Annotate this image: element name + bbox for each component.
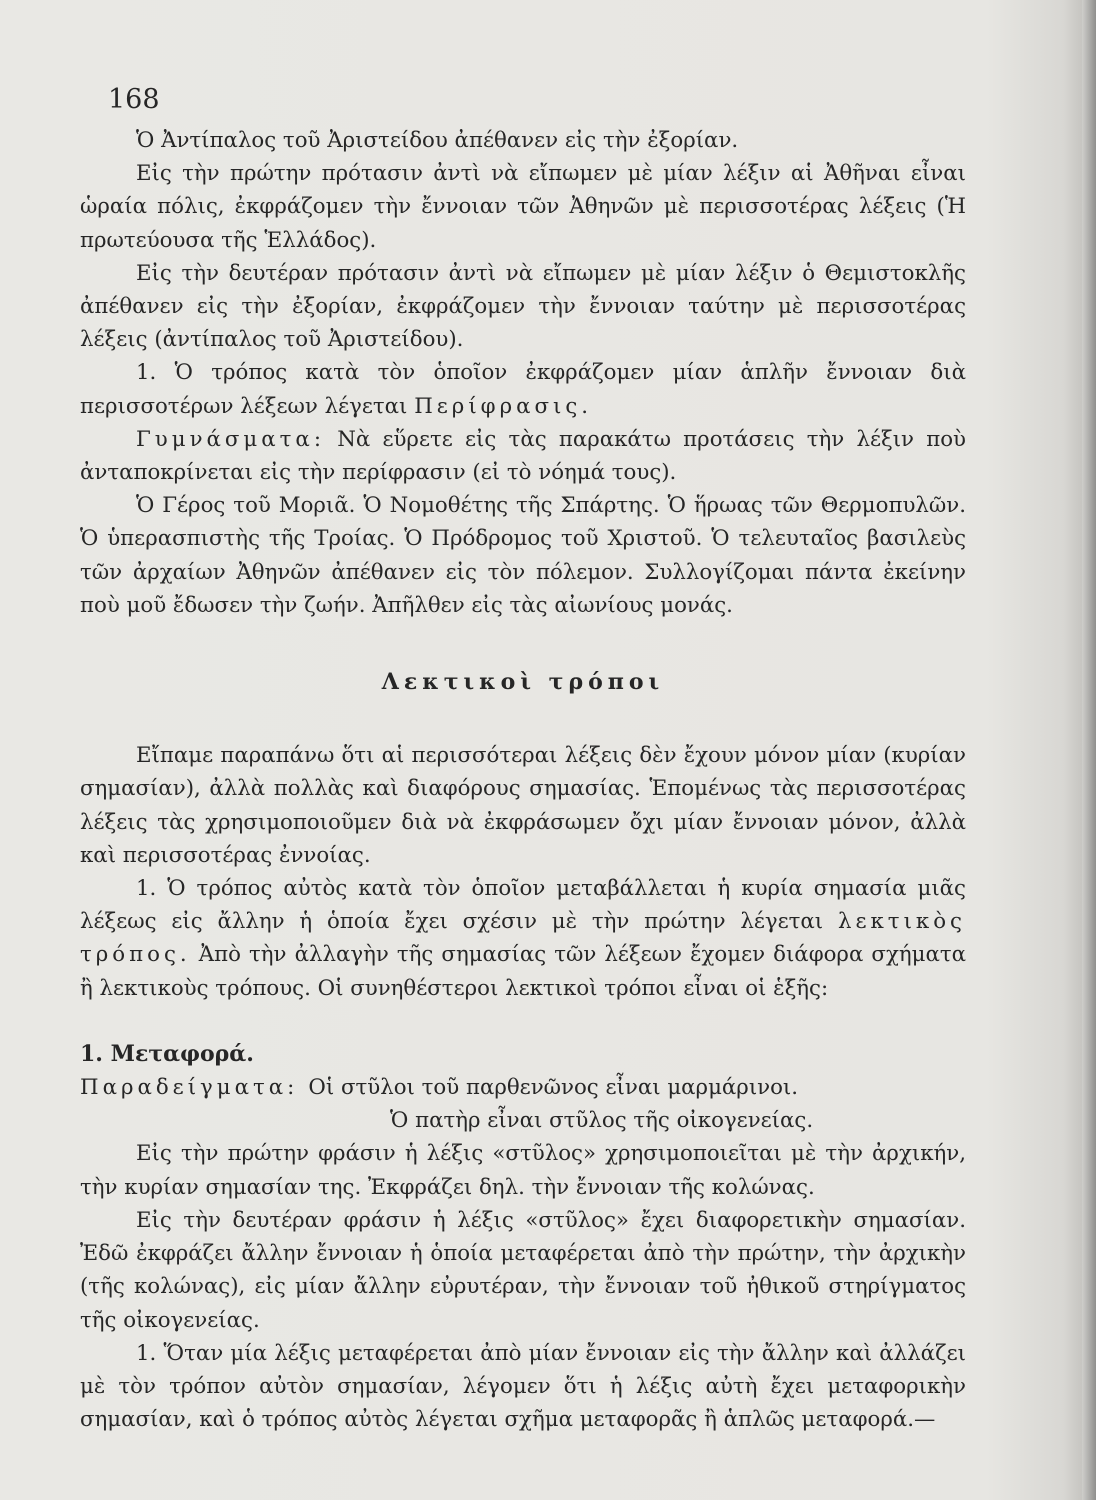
page-content: [80, 124, 966, 1436]
subheading-metaphor: 1. Μεταφορά.: [80, 1040, 254, 1067]
paragraph: Εἴπαμε παραπάνω ὅτι αἱ περισσότεραι λέξεις δὲν ἔχουν μόνον μίαν (κυρίαν σημασίαν), ἀλλὰ πολλὰς καὶ διαφόρους σημασίας. Ἑπομένως τὰς περισσοτέρας λέξεις τὰς χρησιμοποιοῦμεν διὰ νὰ ἐκφράσωμεν ὄχι μίαν ἔννοιαν μόνον, ἀλλὰ καὶ περισσοτέρας ἐννοίας.: [80, 743, 966, 868]
rule-lexical-trope: [80, 872, 966, 1005]
examples: [80, 1071, 966, 1104]
exercise-label: Γυμνάσματα:: [136, 426, 325, 452]
exercise-sentences: Ὁ Γέρος τοῦ Μοριᾶ. Ὁ Νομοθέτης τῆς Σπάρτης. Ὁ ἥρωας τῶν Θερμοπυλῶν. Ὁ ὑπερασπιστὴς τῆς Τροίας. Ὁ Πρόδρομος τοῦ Χριστοῦ. Ὁ τελευταῖος βασιλεὺς τῶν ἀρχαίων Ἀθηνῶν ἀπέθανεν εἰς τὸν πόλεμον. Συλλογίζομαι πάντα ἐκείνην ποὺ μοῦ ἔδωσεν τὴν ζωήν. Ἀπῆλθεν εἰς τὰς αἰωνίους μονάς.: [80, 493, 966, 618]
paragraph: Ὁ Ἀντίπαλος τοῦ Ἀριστείδου ἀπέθανεν εἰς τὴν ἐξορίαν.: [136, 128, 739, 153]
example-1: Οἱ στῦλοι τοῦ παρθενῶνος εἶναι μαρμάρινοι.: [308, 1075, 799, 1101]
rule-lead: 1. Ὁ τρόπος κατὰ τὸν ὁποῖον ἐκφράζομεν μίαν ἁπλῆν ἔννοιαν διὰ περισσοτέρων λέξεων λέγεται: [80, 360, 966, 419]
example-2: Ὁ πατὴρ εἶναι στῦλος τῆς οἰκογενείας.: [390, 1108, 814, 1134]
paragraph: Εἰς τὴν πρώτην φράσιν ἡ λέξις «στῦλος» χρησιμοποιεῖται μὲ τὴν ἀρχικήν, τὴν κυρίαν σημασίαν της. Ἐκφράζει δηλ. τὴν ἔννοιαν τῆς κολώνας.: [80, 1141, 966, 1200]
rule-term: Περίφρασις.: [414, 393, 593, 419]
exercise: [80, 423, 966, 489]
rule-lead: 1. Ὁ τρόπος αὐτὸς κατὰ τὸν ὁποῖον μεταβάλλεται ἡ κυρία σημασία μιᾶς λέξεως εἰς ἄλλην ἡ ὁποία ἔχει σχέσιν μὲ τὴν πρώτην λέγεται: [80, 876, 966, 935]
paragraph: 1. Ὅταν μία λέξις μεταφέρεται ἀπὸ μίαν ἔννοιαν εἰς τὴν ἄλλην καὶ ἀλλάζει μὲ τὸν τρόπον αὐτὸν σημασίαν, λέγομεν ὅτι ἡ λέξις αὐτὴ ἔχει μεταφορικὴν σημασίαν, καὶ ὁ τρόπος αὐτὸς λέγεται σχῆμα μεταφορᾶς ἢ ἁπλῶς μεταφορά.—: [80, 1340, 966, 1433]
page-edge-shadow: [1082, 0, 1096, 1500]
exercise-text: Νὰ εὕρετε εἰς τὰς παρακάτω προτάσεις τὴν λέξιν ποὺ ἀνταποκρίνεται εἰς τὴν περίφρασιν (εἰ τὸ νόημά τους).: [80, 426, 966, 486]
examples-label: Παραδείγματα:: [80, 1075, 299, 1101]
rule-periphrasis: [80, 356, 966, 422]
page-number: 168: [108, 84, 160, 115]
rule-tail: Ἀπὸ τὴν ἀλλαγὴν τῆς σημασίας τῶν λέξεων ἔχομεν διάφορα σχήματα ἢ λεκτικοὺς τρόπους. Οἱ συνηθέστεροι λεκτικοὶ τρόποι εἶναι οἱ ἑξῆς:: [80, 942, 966, 1001]
section-heading: Λεκτικοὶ τρόποι: [381, 669, 665, 696]
paragraph: Εἰς τὴν δευτέραν πρότασιν ἀντὶ νὰ εἴπωμεν μὲ μίαν λέξιν ὁ Θεμιστοκλῆς ἀπέθανεν εἰς τὴν ἐξορίαν, ἐκφράζομεν τὴν ἔννοιαν ταύτην μὲ περισσοτέρας λέξεις (ἀντίπαλος τοῦ Ἀριστείδου).: [80, 260, 966, 353]
paragraph: Εἰς τὴν δευτέραν φράσιν ἡ λέξις «στῦλος» ἔχει διαφορετικὴν σημασίαν. Ἐδῶ ἐκφράζει ἄλλην ἔννοιαν ἡ ὁποία μεταφέρεται ἀπὸ τὴν πρώτην, τὴν ἀρχικὴν (τῆς κολώνας), εἰς μίαν ἄλλην εὐρυτέραν, τὴν ἔννοιαν τοῦ ἠθικοῦ στηρίγματος τῆς οἰκογενείας.: [80, 1207, 966, 1333]
rule-term: λεκτικὸς τρόπος.: [80, 909, 966, 968]
paragraph: Εἰς τὴν πρώτην πρότασιν ἀντὶ νὰ εἴπωμεν μὲ μίαν λέξιν αἱ Ἀθῆναι εἶναι ὡραία πόλις, ἐκφράζομεν τὴν ἔννοιαν τῶν Ἀθηνῶν μὲ περισσοτέρας λέξεις (Ἡ πρωτεύουσα τῆς Ἑλλάδος).: [80, 161, 966, 253]
